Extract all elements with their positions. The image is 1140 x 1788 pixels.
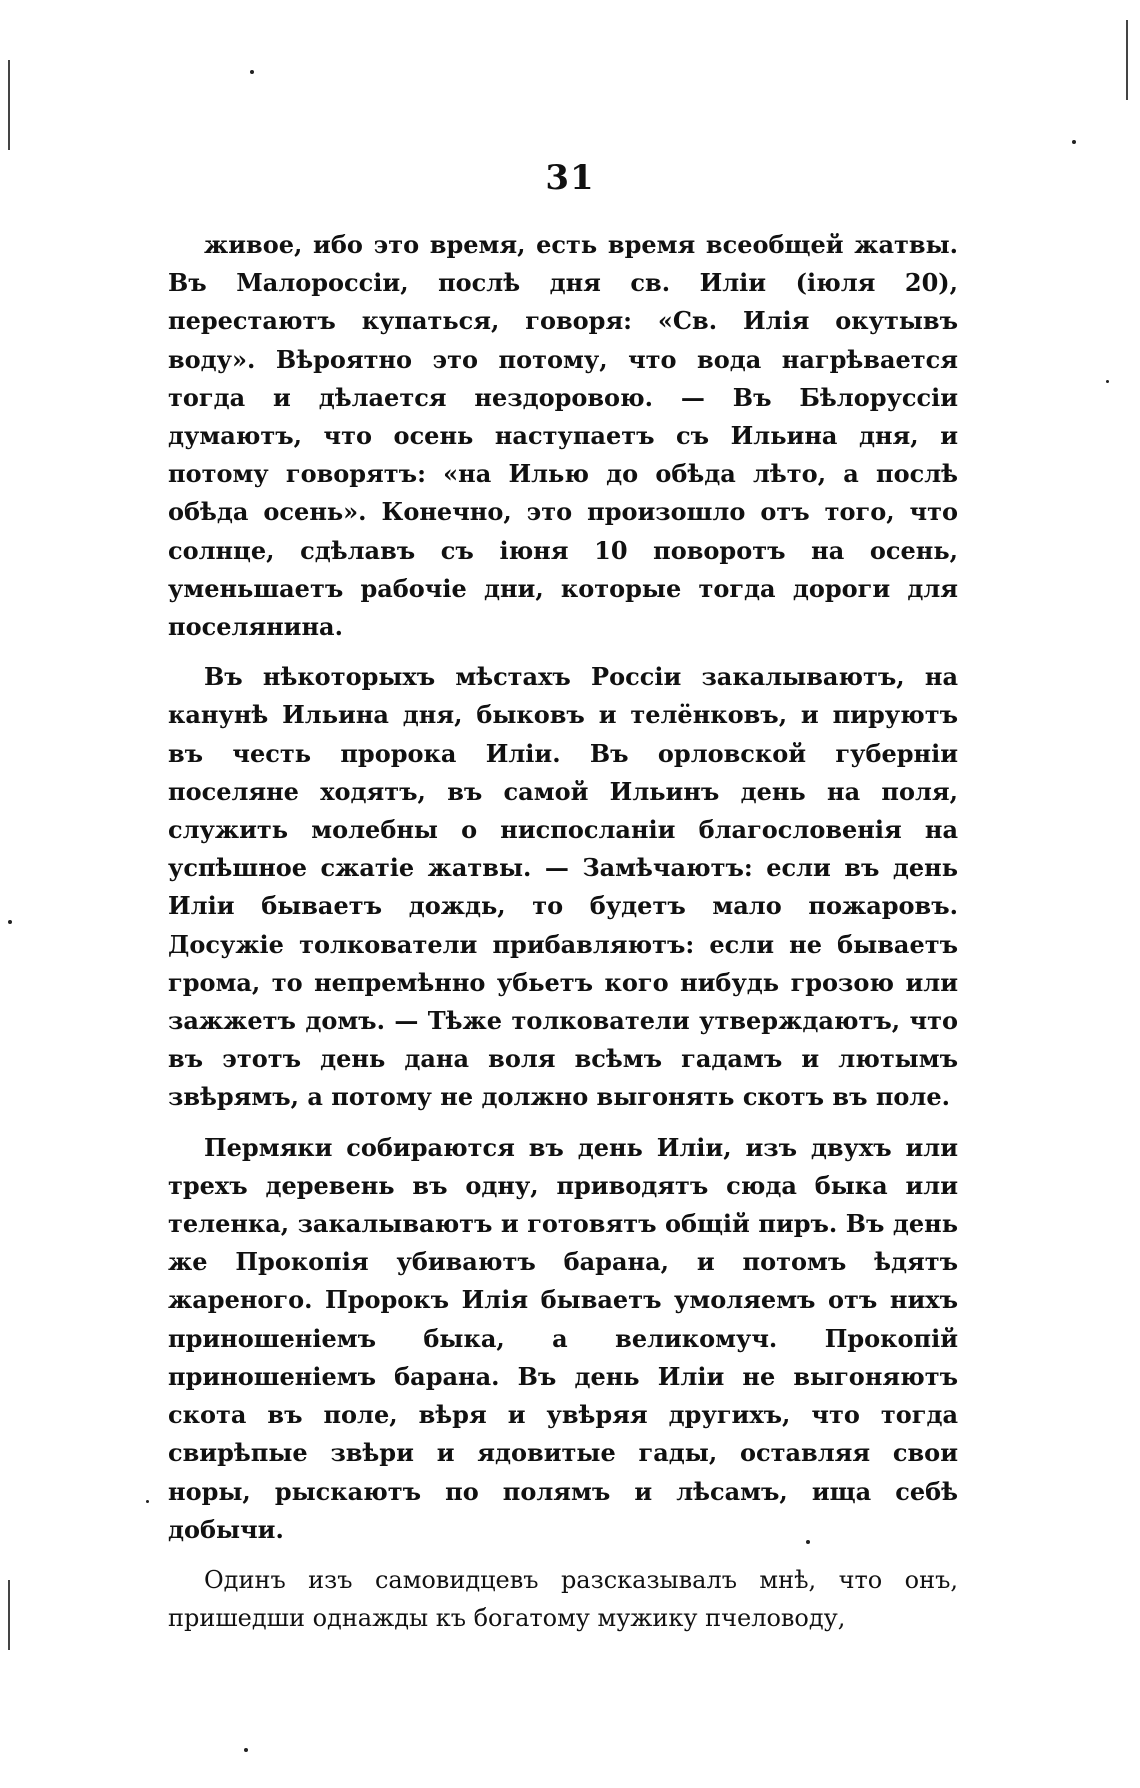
scan-speck: [146, 1500, 149, 1503]
scan-speck: [8, 920, 12, 924]
scan-speck: [1072, 140, 1076, 144]
paragraph-eyewitness: Одинъ изъ самовидцевъ разсказывалъ мнѣ, что онъ, пришедши однажды къ богатому мужику пчеловоду,: [168, 1565, 958, 1633]
scan-edge-mark: [8, 1580, 10, 1650]
page-number: 31: [545, 158, 595, 198]
scan-edge-mark: [8, 60, 10, 150]
paragraph-ilya-harvest: живое, ибо это время, есть время всеобщей жатвы. Въ Малороссіи, послѣ дня св. Иліи (іюля 20), перестаютъ купаться, говоря: «Св. Илія окутывъ воду». Вѣроятно это потому, что вода нагрѣвается тогда и дѣлается нездоровою. — Въ Бѣлоруссіи думаютъ, что осень наступаетъ съ Ильина дня, и потому говорятъ: «на Илью до обѣда лѣто, а послѣ обѣда осень». Конечно, это произошло отъ того, что солнце, сдѣлавъ съ іюня 10 поворотъ на осень, уменьшаетъ рабочіе дни, которые тогда дороги для поселянина.: [168, 230, 958, 642]
scan-speck: [250, 70, 254, 74]
scan-speck: [244, 1748, 248, 1752]
paragraph-ilya-customs: Въ нѣкоторыхъ мѣстахъ Россіи закалываютъ, на канунѣ Ильина дня, быковъ и телёнковъ, и пируютъ въ честь пророка Иліи. Въ орловской губерніи поселяне ходятъ, въ самой Ильинъ день на поля, служить молебны о ниспосланіи благословенія на успѣшное сжатіе жатвы. — Замѣчаютъ: если въ день Иліи бываетъ дождь, то будетъ мало пожаровъ. Досужіе толкователи прибавляютъ: если не бываетъ грома, то непремѣнно убьетъ кого нибудь грозою или зажжетъ домъ. — Тѣже толкователи утверждаютъ, что въ этотъ день дана воля всѣмъ гадамъ и лютымъ звѣрямъ, а потому не должно выгонять скотъ въ поле.: [168, 662, 958, 1112]
scan-speck: [806, 1540, 810, 1544]
scan-speck: [1106, 380, 1109, 383]
body-text: [168, 226, 958, 1637]
paragraph-permyaki: Пермяки собираются въ день Иліи, изъ двухъ или трехъ деревень въ одну, приводятъ сюда быка или теленка, закалываютъ и готовятъ общій пиръ. Въ день же Прокопія убиваютъ барана, и потомъ ѣдятъ жареного. Пророкъ Илія бываетъ умоляемъ отъ нихъ приношеніемъ быка, а великомуч. Прокопій приношеніемъ барана. Въ день Иліи не выгоняютъ скота въ поле, вѣря и увѣряя другихъ, что тогда свирѣпые звѣри и ядовитые гады, оставляя свои норы, рыскаютъ по полямъ и лѣсамъ, ища себѣ добычи.: [168, 1132, 958, 1544]
scan-edge-mark: [1126, 20, 1128, 100]
